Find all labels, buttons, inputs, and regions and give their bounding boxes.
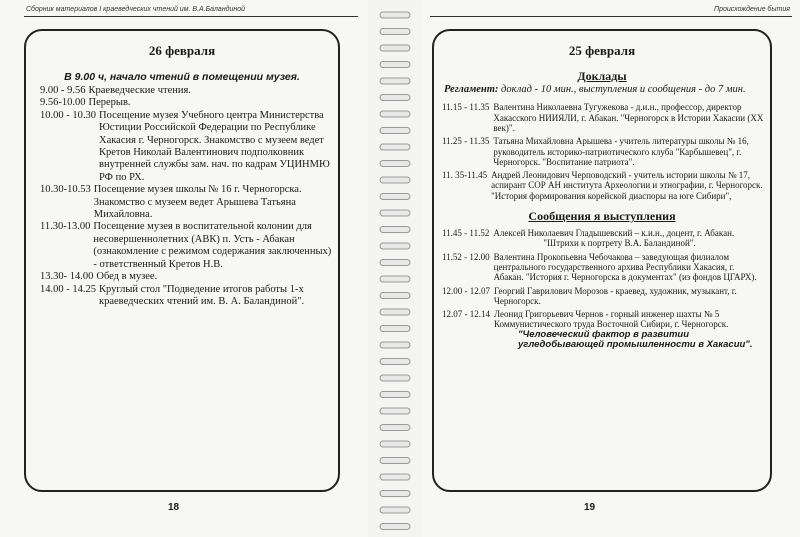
entry-text: Георгий Гаврилович Морозов - краевед, художник, музыкант, г. Черногорск. <box>494 285 737 306</box>
spiral-coil <box>380 194 410 200</box>
spiral-coil <box>380 474 410 480</box>
entry-body <box>94 184 332 221</box>
schedule-entry <box>26 284 338 309</box>
spiral-coil <box>380 425 410 431</box>
spiral-coil <box>380 507 410 513</box>
spiral-binding <box>368 0 422 537</box>
entry-text: Алексей Николаевич Гладышевский – к.и.н., доцент, г. Абакан. <box>493 228 735 239</box>
speeches-section-title: Сообщения я выступления <box>528 209 676 224</box>
schedule-entry <box>434 286 770 307</box>
page-number-right: 19 <box>584 502 596 513</box>
reports-section-title: Доклады <box>577 69 627 83</box>
schedule-entry <box>26 97 338 109</box>
entry-text: Посещение музея школы № 16 г. Черногорска. Знакомство с музеем ведет Арышева Татьяна Михайловна. <box>93 184 302 221</box>
header-rule-right <box>430 16 792 17</box>
schedule-entry <box>434 170 770 201</box>
running-head-right: Происхождение бытия <box>714 6 790 13</box>
spiral-coil <box>380 458 410 464</box>
spiral-coil <box>380 95 410 101</box>
entry-topic: "Штрихи к портрету В.А. Баландиной". <box>543 238 696 249</box>
entry-text: Татьяна Михайловна Арышева - учитель литературы школы № 16, руководитель историко-патриотического клуба "Карбышевец", г. Черногорск. "Воспитание патриота". <box>493 136 749 167</box>
entry-text: Краеведческие чтения. <box>88 85 191 96</box>
entry-body <box>494 286 764 307</box>
entry-text: Посещение музея в воспитательной колонии для несовершеннолетних (АВК) п. Усть - Абакан (ознакомление с режимом содержания заключенных) - ответственный Кретов Н.В. <box>93 221 332 270</box>
entry-text: Перерыв. <box>88 97 131 109</box>
entry-time: 11.30-13.00 <box>40 221 91 233</box>
entry-time: 12.00 - 12.07 <box>442 285 490 296</box>
spiral-coil <box>380 375 410 381</box>
spiral-coil <box>380 128 410 134</box>
schedule-entry <box>26 184 338 221</box>
schedule-entry <box>434 309 770 350</box>
entry-time: 11.15 - 11.35 <box>442 102 490 113</box>
entry-time: 11.52 - 12.00 <box>442 251 490 262</box>
left-page <box>0 0 368 537</box>
entry-time: 11.25 - 11.35 <box>442 136 490 147</box>
schedule-entry <box>434 228 770 249</box>
schedule-entry <box>434 136 770 167</box>
spiral-coil <box>380 144 410 150</box>
program-frame-right <box>432 29 772 492</box>
spiral-coil <box>380 392 410 398</box>
entry-text: Посещение музея Учебного центра Министерства Юстиции Российской Федерации по Республике Хакасия г. Черногорск. Знакомство с музеем ведет Кретов Николай Валентинович подполковник внутренней службы зам. нач. по кадрам УЦИНМЮ РФ по РХ. <box>99 109 330 183</box>
entry-time: 11.45 - 11.52 <box>442 228 490 239</box>
spiral-coil <box>380 326 410 332</box>
schedule-entry <box>26 271 338 283</box>
spiral-coil <box>380 62 410 68</box>
right-page <box>422 0 800 537</box>
entry-body <box>493 136 764 167</box>
spiral-coil <box>380 29 410 35</box>
entry-body <box>494 309 764 350</box>
page-number-left: 18 <box>168 502 180 513</box>
spiral-coil <box>380 260 410 266</box>
entry-time: 9.56-10.00 <box>40 97 86 109</box>
entry-body <box>493 102 764 133</box>
entry-text: Валентина Николаевна Тугужекова - д.и.н., профессор, директор Хакасского НИИЯЛИ, г. Абакан. "Черногорск в Истории Хакасии (XX век)". <box>493 102 764 133</box>
entry-text: Круглый стол "Подведение итогов работы 1-х краеведческих чтений им. В. А. Баландиной". <box>99 283 305 307</box>
schedule-entry <box>434 102 770 133</box>
schedule-entry <box>26 85 338 97</box>
entry-body <box>493 228 764 249</box>
spiral-coil <box>380 309 410 315</box>
entry-text: Андрей Леонидович Черповодский - учитель истории школы № 17, аспирант СОР АН института Археологии и этнографии, г. Черногорск. "История формирования корейской диаспоры на юге Сибири", <box>491 170 763 201</box>
entry-body <box>99 284 332 309</box>
spiral-coil <box>380 161 410 167</box>
spiral-coil <box>380 12 410 18</box>
spiral-coil <box>380 359 410 365</box>
spiral-coil <box>380 210 410 216</box>
entry-body <box>491 170 764 201</box>
spiral-coil <box>380 78 410 84</box>
schedule-entry <box>434 252 770 283</box>
entry-text: Валентина Прокопьевна Чебочакова – заведующая филиалом центрального государственного архива Республики Хакасия, г. Абакан. "История г. Черногорска в документах" (из фондов ЦГАРХ). <box>493 251 757 283</box>
program-frame-left <box>24 29 340 492</box>
intro-text: В 9.00 ч, начало чтений в помещении музея. <box>64 71 300 83</box>
entry-time: 11. 35-11.45 <box>442 170 488 181</box>
entry-time: 13.30- 14.00 <box>40 271 94 283</box>
entry-time: 10.00 - 10.30 <box>40 109 96 121</box>
reglament-label: Регламент: <box>444 84 499 95</box>
reglament-note <box>434 84 770 96</box>
entry-body <box>89 97 333 109</box>
spiral-coil <box>380 342 410 348</box>
schedule-entry <box>26 221 338 271</box>
spiral-coil <box>380 293 410 299</box>
entry-body <box>494 252 764 283</box>
entry-time: 9.00 - 9.56 <box>40 85 86 96</box>
entry-time: 10.30-10.53 <box>40 184 91 196</box>
running-head-left: Сборник материалов I краеведческих чтений им. В.А.Баландиной <box>26 6 246 13</box>
date-title-left: 26 февраля <box>148 43 216 58</box>
spiral-coil <box>380 408 410 414</box>
header-rule-left <box>24 16 358 17</box>
entry-body <box>93 221 332 271</box>
spiral-coil <box>380 111 410 117</box>
spiral-coil <box>380 524 410 530</box>
entry-time: 14.00 - 14.25 <box>40 283 96 295</box>
entry-text: Обед в музее. <box>96 271 158 283</box>
schedule-entry <box>26 110 338 184</box>
spiral-coil <box>380 177 410 183</box>
speeches-list <box>434 228 770 350</box>
spiral-coil <box>380 491 410 497</box>
entry-time: 12.07 - 12.14 <box>442 309 490 320</box>
date-title-right: 25 февраля <box>568 43 636 58</box>
spiral-coil <box>380 276 410 282</box>
reports-list <box>434 102 770 201</box>
entry-topic-emphasized: "Человеческий фактор в развитии угледобывающей промышленности в Хакасии". <box>518 328 753 351</box>
entry-body <box>99 110 332 184</box>
spiral-coil <box>380 441 410 447</box>
reglament-text: доклад - 10 мин., выступления и сообщения - до 7 мин. <box>501 84 746 95</box>
spiral-coil <box>380 243 410 249</box>
entry-body <box>96 271 332 283</box>
entry-body <box>89 85 333 97</box>
schedule-list-left <box>26 85 338 308</box>
entry-text: Леонид Григорьевич Чернов - горный инженер шахты № 5 Коммунистического труда Восточной Сибири, г. Черногорск. <box>494 309 729 330</box>
spiral-coil <box>380 227 410 233</box>
spiral-coil <box>380 45 410 51</box>
